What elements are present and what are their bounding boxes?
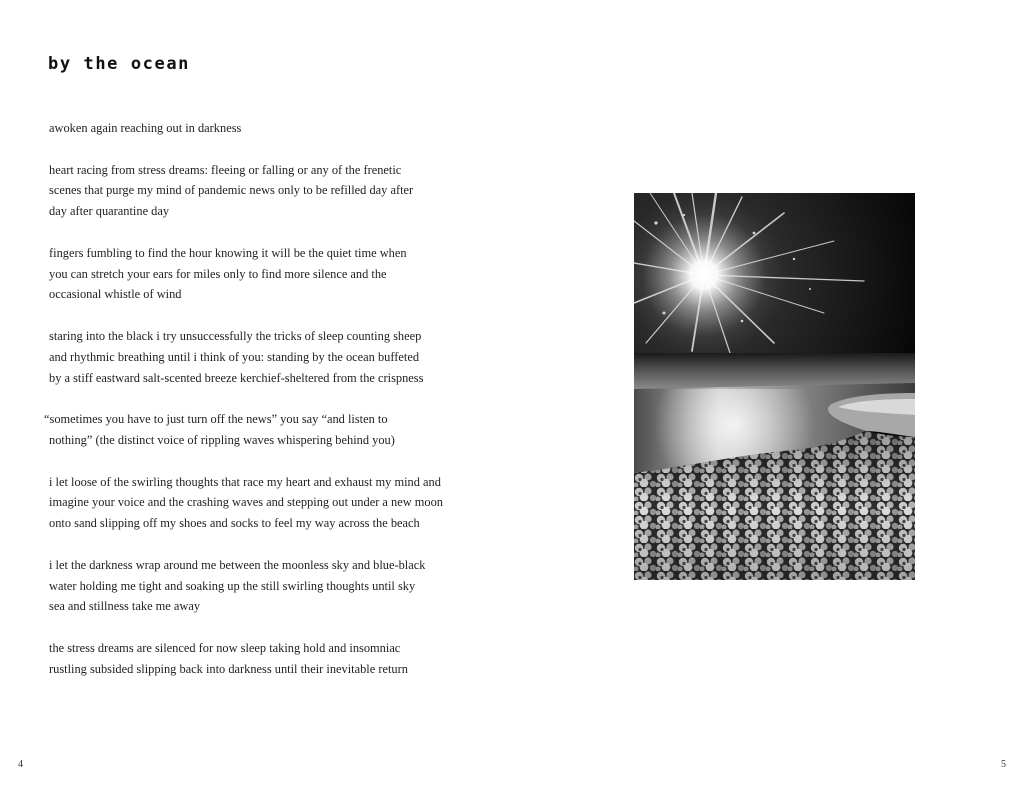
stanza (49, 243, 469, 305)
poem-line: the stress dreams are silenced for now sleep taking hold and insomniac (49, 640, 401, 655)
poem-title: by the ocean (48, 54, 191, 74)
poem-line: you can stretch your ears for miles only to find more silence and the (49, 266, 387, 281)
stanza (49, 638, 469, 680)
stanza (49, 118, 469, 139)
poem-line: and rhythmic breathing until i think of you: standing by the ocean buffeted (49, 349, 420, 364)
page-number-right: 5 (1001, 759, 1006, 770)
poem-line: scenes that purge my mind of pandemic news only to be refilled day after (49, 183, 414, 198)
page-number-left: 4 (18, 759, 23, 770)
poem-line: awoken again reaching out in darkness (49, 121, 242, 135)
poem-line: rustling subsided slipping back into darkness until their inevitable return (49, 661, 408, 676)
poem-line: i let loose of the swirling thoughts that race my heart and exhaust my mind and (49, 474, 441, 489)
stanza (49, 555, 469, 617)
poem-line: onto sand slipping off my shoes and socks to feel my way across the beach (49, 516, 420, 531)
stanza (44, 409, 469, 451)
poem-line: nothing” (the distinct voice of rippling waves whispering behind you) (49, 432, 395, 447)
poem-line: heart racing from stress dreams: fleeing or falling or any of the frenetic (49, 162, 402, 177)
poem-line: imagine your voice and the crashing waves and stepping out under a new moon (49, 495, 443, 510)
right-page (512, 0, 1024, 792)
poem-line: occasional whistle of wind (49, 287, 182, 302)
stanza (49, 160, 469, 222)
poem-line: fingers fumbling to find the hour knowing it will be the quiet time when (49, 245, 407, 260)
poem-line: staring into the black i try unsuccessfully the tricks of sleep counting sheep (49, 328, 422, 343)
poem-line: by a stiff eastward salt-scented breeze kerchief-sheltered from the crispness (49, 370, 424, 385)
poem-line: i let the darkness wrap around me between the moonless sky and blue-black (49, 557, 426, 572)
poem-line: water holding me tight and soaking up the still swirling thoughts until sky (49, 578, 416, 593)
poem-body (44, 118, 469, 700)
poem-line: “sometimes you have to just turn off the news” you say “and listen to (44, 412, 388, 427)
stanza (49, 472, 469, 534)
poem-line: day after quarantine day (49, 204, 170, 219)
stanza (49, 326, 469, 388)
ocean-sunburst-photo (634, 193, 915, 580)
poem-line: sea and stillness take me away (49, 599, 201, 614)
